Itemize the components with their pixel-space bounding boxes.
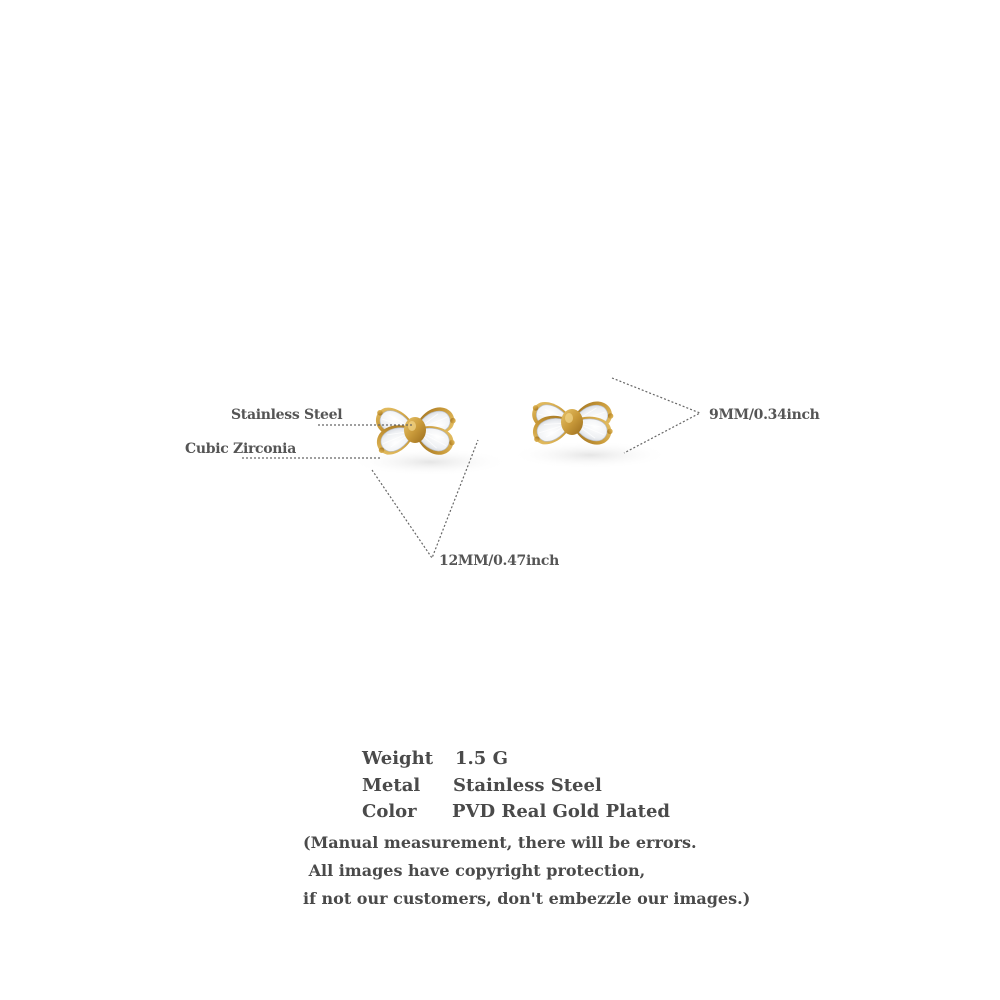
spec-weight-value: 1.5 G bbox=[455, 748, 508, 769]
height-dimension-line bbox=[612, 378, 700, 453]
note-line-2: All images have copyright protection, bbox=[303, 861, 646, 880]
material-label: Stainless Steel bbox=[231, 407, 343, 423]
note-line-1: (Manual measurement, there will be errors. bbox=[303, 833, 697, 852]
spec-weight-key: Weight bbox=[362, 748, 434, 769]
note-line-3: if not our customers, don't embezzle our images.) bbox=[303, 889, 751, 908]
spec-color-value: PVD Real Gold Plated bbox=[452, 801, 671, 822]
stone-label: Cubic Zirconia bbox=[185, 441, 296, 457]
spec-metal-key: Metal bbox=[362, 775, 421, 796]
spec-color-key: Color bbox=[362, 801, 417, 822]
width-label: 12MM/0.47inch bbox=[439, 553, 559, 569]
right-earring-shadow bbox=[510, 441, 670, 469]
spec-metal-value: Stainless Steel bbox=[453, 775, 602, 796]
height-label: 9MM/0.34inch bbox=[709, 407, 820, 423]
